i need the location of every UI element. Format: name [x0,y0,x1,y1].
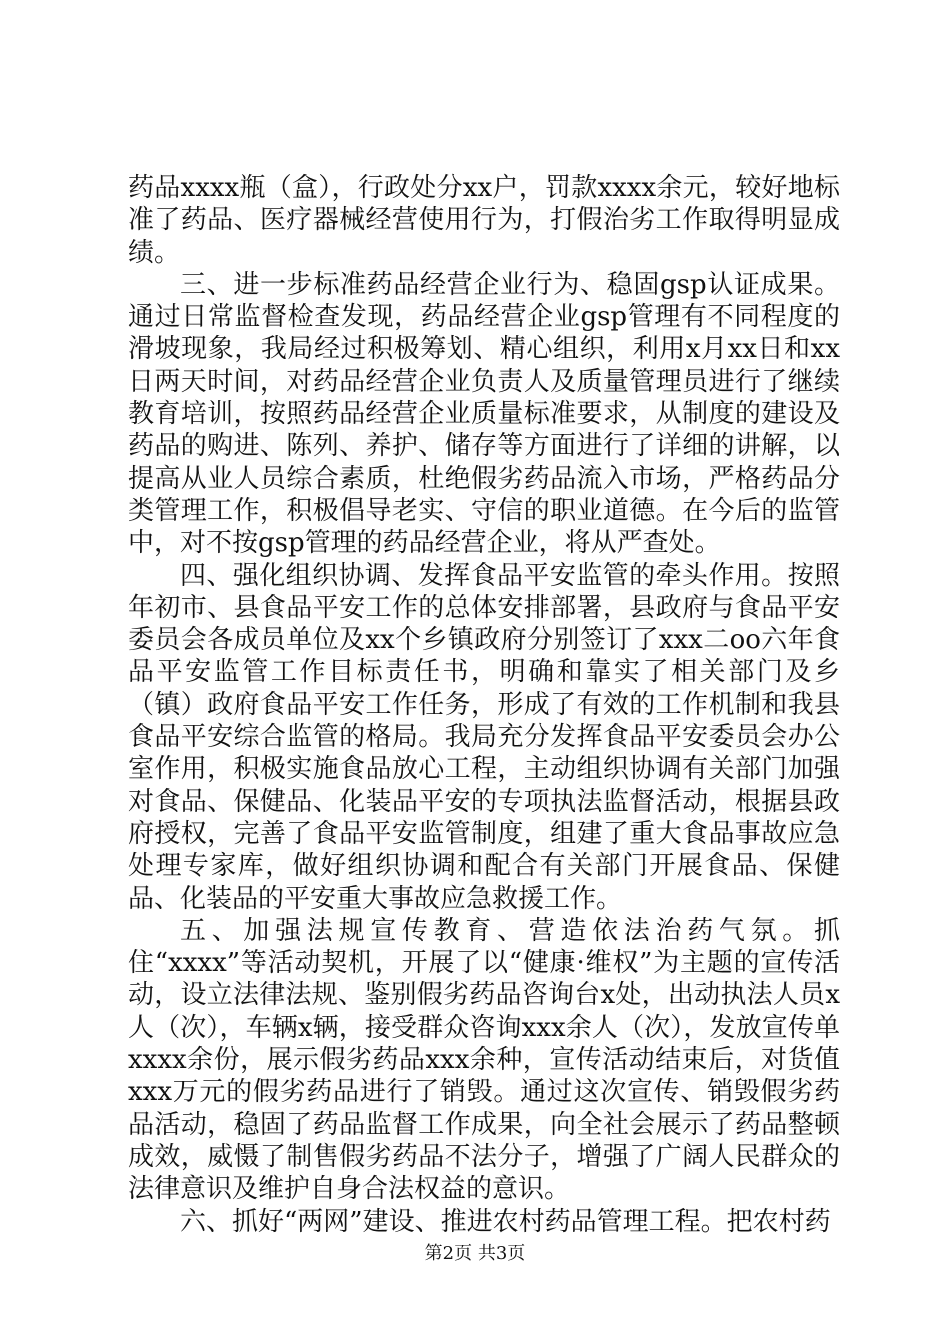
paragraph-section-three: 三、进一步标准药品经营企业行为、稳固gsp认证成果。通过日常监督检查发现，药品经营企业gsp管理有不同程度的滑坡现象，我局经过积极筹划、精心组织，利用x月xx日和xx日两天时间，对药品经营企业负责人及质量管理员进行了继续教育培训，按照药品经营企业质量标准要求，从制度的建设及药品的购进、陈列、养护、储存等方面进行了详细的讲解，以提高从业人员综合素质，杜绝假劣药品流入市场，严格药品分类管理工作，积极倡导老实、守信的职业道德。在今后的监管中，对不按gsp管理的药品经营企业，将从严查处。 [128,269,840,559]
paragraph-section-five: 五、加强法规宣传教育、营造依法治药气氛。抓住“xxxx”等活动契机，开展了以“健康·维权”为主题的宣传活动，设立法律法规、鉴别假劣药品咨询台x处，出动执法人员x人（次），车辆x辆，接受群众咨询xxx余人（次），发放宣传单xxxx余份，展示假劣药品xxx余种，宣传活动结束后，对货值xxx万元的假劣药品进行了销毁。通过这次宣传、销毁假劣药品活动，稳固了药品监督工作成果，向全社会展示了药品整顿成效，威慑了制售假劣药品不法分子，增强了广阔人民群众的法律意识及维护自身合法权益的意识。 [128,915,840,1205]
paragraph-section-six: 六、抓好“两网”建设、推进农村药品管理工程。把农村药 [180,1206,831,1237]
page-number-footer: 第2页 共3页 [424,1243,526,1264]
document-body [128,172,840,1238]
paragraph-section-four: 四、强化组织协调、发挥食品平安监管的牵头作用。按照年初市、县食品平安工作的总体安排部署，县政府与食品平安委员会各成员单位及xx个乡镇政府分别签订了xxx二oo六年食品平安监管工作目标责任书，明确和靠实了相关部门及乡（镇）政府食品平安工作任务，形成了有效的工作机制和我县食品平安综合监管的格局。我局充分发挥食品平安委员会办公室作用，积极实施食品放心工程，主动组织协调有关部门加强对食品、保健品、化装品平安的专项执法监督活动，根据县政府授权，完善了食品平安监管制度，组建了重大食品事故应急处理专家库，做好组织协调和配合有关部门开展食品、保健品、化装品的平安重大事故应急救援工作。 [128,560,840,914]
paragraph-continuation: 药品xxxx瓶（盒），行政处分xx户，罚款xxxx余元，较好地标准了药品、医疗器械经营使用行为，打假治劣工作取得明显成绩。 [128,173,840,268]
